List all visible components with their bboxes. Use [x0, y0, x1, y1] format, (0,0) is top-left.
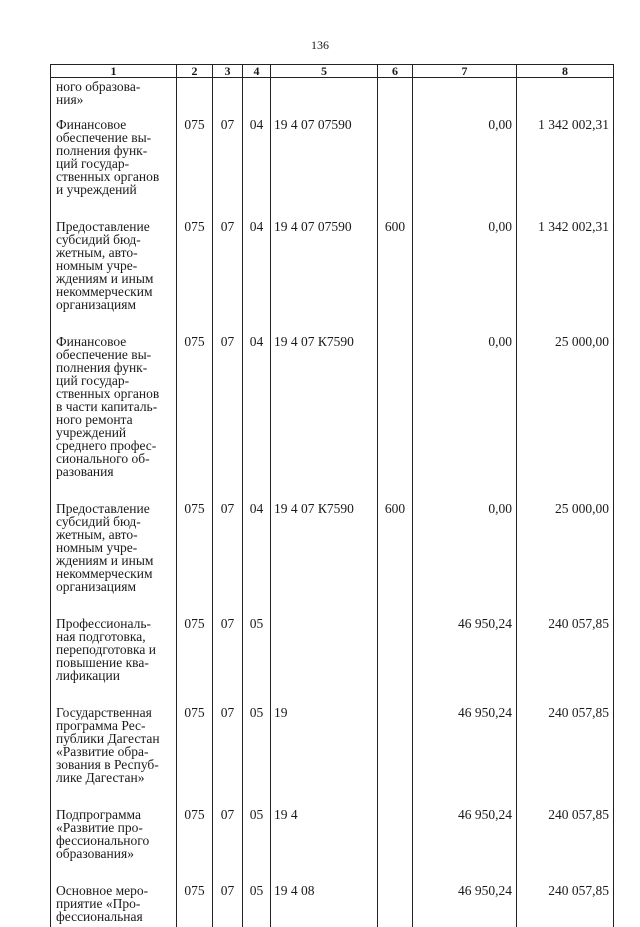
code-expense-type-cell: 600	[378, 490, 413, 605]
header-col-3: 3	[213, 65, 243, 78]
row-name-cell	[51, 605, 177, 694]
table-row	[51, 490, 614, 605]
table-row	[51, 208, 614, 323]
row-name-line: в части капиталь-	[56, 400, 174, 413]
code-expense-type-cell	[378, 78, 413, 107]
code-section-cell: 07	[213, 605, 243, 694]
code-target-cell: 19 4 07 07590	[271, 106, 378, 208]
amount-col8-cell: 25 000,00	[517, 323, 614, 490]
row-name-line: зования в Респуб-	[56, 758, 174, 771]
row-name-line: некоммерческим	[56, 567, 174, 580]
page-number: 136	[0, 38, 640, 53]
row-name-line: обеспечение вы-	[56, 348, 174, 361]
code-subsection-cell: 05	[243, 605, 271, 694]
code-target-cell: 19 4 08	[271, 872, 378, 927]
code-subsection-cell: 04	[243, 208, 271, 323]
code-section-cell: 07	[213, 106, 243, 208]
amount-col7-cell: 46 950,24	[413, 694, 517, 796]
row-name-line: субсидий бюд-	[56, 233, 174, 246]
row-name-line: ного ремонта	[56, 413, 174, 426]
row-name-line: «Развитие про-	[56, 821, 174, 834]
row-name-line: лификации	[56, 669, 174, 682]
row-name-line: среднего профес-	[56, 439, 174, 452]
code-expense-type-cell	[378, 796, 413, 872]
row-name-line: Финансовое	[56, 118, 174, 131]
row-name-line: обеспечение вы-	[56, 131, 174, 144]
row-name-line: повышение ква-	[56, 656, 174, 669]
header-col-2: 2	[177, 65, 213, 78]
amount-col7-cell: 0,00	[413, 323, 517, 490]
code-admin-cell	[177, 78, 213, 107]
row-name-cell	[51, 694, 177, 796]
table-row	[51, 605, 614, 694]
row-name-cell	[51, 208, 177, 323]
code-expense-type-cell	[378, 106, 413, 208]
header-col-7: 7	[413, 65, 517, 78]
row-name-line: Подпрограмма	[56, 808, 174, 821]
header-col-1: 1	[51, 65, 177, 78]
header-row	[51, 65, 614, 78]
row-name-line: Предоставление	[56, 220, 174, 233]
code-section-cell: 07	[213, 208, 243, 323]
amount-col8-cell	[517, 78, 614, 107]
row-name-line: Основное меро-	[56, 884, 174, 897]
amount-col7-cell: 0,00	[413, 208, 517, 323]
row-name-line: некоммерческим	[56, 285, 174, 298]
amount-col8-cell: 240 057,85	[517, 796, 614, 872]
code-target-cell: 19 4 07 07590	[271, 208, 378, 323]
code-admin-cell: 075	[177, 694, 213, 796]
row-name-line: и учреждений	[56, 183, 174, 196]
row-name-line: ственных органов	[56, 387, 174, 400]
code-admin-cell: 075	[177, 872, 213, 927]
amount-col8-cell: 25 000,00	[517, 490, 614, 605]
code-admin-cell: 075	[177, 490, 213, 605]
row-name-line: номным учре-	[56, 541, 174, 554]
code-expense-type-cell	[378, 872, 413, 927]
code-subsection-cell: 05	[243, 694, 271, 796]
code-target-cell	[271, 605, 378, 694]
row-name-cell	[51, 490, 177, 605]
code-target-cell: 19	[271, 694, 378, 796]
code-subsection-cell: 05	[243, 796, 271, 872]
row-name-line: публики Дагестан	[56, 732, 174, 745]
header-col-4: 4	[243, 65, 271, 78]
table-row	[51, 796, 614, 872]
code-admin-cell: 075	[177, 605, 213, 694]
code-target-cell: 19 4 07 К7590	[271, 323, 378, 490]
amount-col8-cell: 240 057,85	[517, 605, 614, 694]
row-name-line: фессиональная	[56, 910, 174, 923]
row-name-line: ственных органов	[56, 170, 174, 183]
code-expense-type-cell	[378, 605, 413, 694]
code-subsection-cell	[243, 78, 271, 107]
code-admin-cell: 075	[177, 106, 213, 208]
amount-col8-cell: 240 057,85	[517, 694, 614, 796]
row-name-line: полнения функ-	[56, 361, 174, 374]
row-name-cell	[51, 106, 177, 208]
row-name-line: ций государ-	[56, 157, 174, 170]
amount-col8-cell: 1 342 002,31	[517, 106, 614, 208]
row-name-line: приятие «Про-	[56, 897, 174, 910]
table-row	[51, 106, 614, 208]
row-name-line: ждениям и иным	[56, 272, 174, 285]
row-name-cell	[51, 78, 177, 107]
code-expense-type-cell	[378, 694, 413, 796]
header-col-6: 6	[378, 65, 413, 78]
header-col-5: 5	[271, 65, 378, 78]
code-section-cell: 07	[213, 490, 243, 605]
table-body	[51, 78, 614, 927]
amount-col7-cell: 46 950,24	[413, 872, 517, 927]
row-name-line: образования»	[56, 847, 174, 860]
row-name-line: ного образова-	[56, 80, 174, 93]
row-name-line: фессионального	[56, 834, 174, 847]
row-name-line: жетным, авто-	[56, 246, 174, 259]
code-section-cell	[213, 78, 243, 107]
code-section-cell: 07	[213, 694, 243, 796]
row-name-cell	[51, 796, 177, 872]
amount-col7-cell: 0,00	[413, 490, 517, 605]
row-name-line: Государственная	[56, 706, 174, 719]
code-section-cell: 07	[213, 872, 243, 927]
code-subsection-cell: 05	[243, 872, 271, 927]
table-row	[51, 694, 614, 796]
amount-col7-cell: 46 950,24	[413, 796, 517, 872]
code-expense-type-cell: 600	[378, 208, 413, 323]
row-name-line: ждениям и иным	[56, 554, 174, 567]
row-name-line: Профессиональ-	[56, 617, 174, 630]
code-admin-cell: 075	[177, 208, 213, 323]
code-section-cell: 07	[213, 796, 243, 872]
row-name-line: Предоставление	[56, 502, 174, 515]
code-expense-type-cell	[378, 323, 413, 490]
row-name-line: «Развитие обра-	[56, 745, 174, 758]
code-target-cell	[271, 78, 378, 107]
row-name-line: ная подготовка,	[56, 630, 174, 643]
code-section-cell: 07	[213, 323, 243, 490]
amount-col7-cell	[413, 78, 517, 107]
table-row	[51, 323, 614, 490]
row-name-line: Финансовое	[56, 335, 174, 348]
row-name-line: переподготовка и	[56, 643, 174, 656]
row-name-line: сионального об-	[56, 452, 174, 465]
amount-col7-cell: 0,00	[413, 106, 517, 208]
row-name-line: ния»	[56, 93, 174, 106]
row-name-line: учреждений	[56, 426, 174, 439]
row-name-line: программа Рес-	[56, 719, 174, 732]
code-admin-cell: 075	[177, 796, 213, 872]
amount-col8-cell: 1 342 002,31	[517, 208, 614, 323]
code-target-cell: 19 4	[271, 796, 378, 872]
row-name-line: полнения функ-	[56, 144, 174, 157]
budget-table	[50, 64, 614, 927]
row-name-line: разования	[56, 465, 174, 478]
row-name-cell	[51, 323, 177, 490]
row-name-line: лике Дагестан»	[56, 771, 174, 784]
code-subsection-cell: 04	[243, 323, 271, 490]
row-name-line: жетным, авто-	[56, 528, 174, 541]
code-subsection-cell: 04	[243, 490, 271, 605]
table-row	[51, 872, 614, 927]
amount-col7-cell: 46 950,24	[413, 605, 517, 694]
header-col-8: 8	[517, 65, 614, 78]
code-admin-cell: 075	[177, 323, 213, 490]
code-target-cell: 19 4 07 К7590	[271, 490, 378, 605]
row-name-line: организациям	[56, 580, 174, 593]
row-name-line: организациям	[56, 298, 174, 311]
code-subsection-cell: 04	[243, 106, 271, 208]
row-name-cell	[51, 872, 177, 927]
amount-col8-cell: 240 057,85	[517, 872, 614, 927]
table-row	[51, 78, 614, 107]
row-name-line: субсидий бюд-	[56, 515, 174, 528]
row-name-line: ций государ-	[56, 374, 174, 387]
row-name-line: номным учре-	[56, 259, 174, 272]
